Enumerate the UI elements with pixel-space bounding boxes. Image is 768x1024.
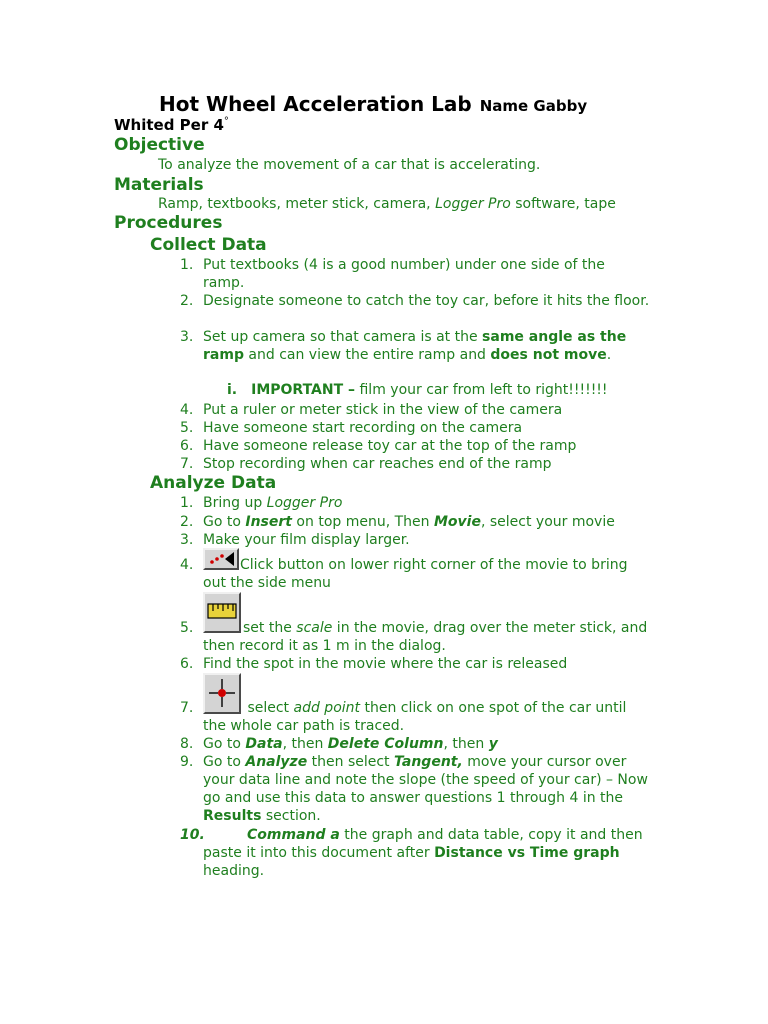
name-label: Name Gabby (479, 97, 588, 115)
list-item (180, 753, 650, 825)
materials-text-a: Ramp, textbooks, meter stick, camera, (158, 196, 436, 212)
list-text: Put textbooks (4 is a good number) under one side of the ramp. (203, 257, 605, 291)
important-text: film your car from left to right!!!!!!! (355, 382, 608, 398)
objective-text: To analyze the movement of a car that is accelerating. (158, 157, 541, 173)
list-number: 1. (180, 257, 194, 273)
list-number: 7. (180, 700, 194, 716)
list-item (180, 735, 650, 753)
name-cont-text: Whited Per 4 (114, 116, 224, 134)
page-title: Hot Wheel Acceleration Lab (159, 92, 472, 116)
materials-software: Logger Pro (435, 196, 511, 212)
list-text: Go to Analyze then select Tangent, move your cursor over your data line and note the slope (the speed of your car) – Now go and use this data to answer questions 1 through 4 in the Results section. (203, 754, 648, 824)
list-text: Find the spot in the movie where the car is released (203, 656, 568, 672)
list-number: 10. (180, 827, 205, 843)
list-item (180, 556, 650, 592)
list-text: select add point then click on one spot of the car until the whole car path is traced. (203, 700, 627, 734)
list-number: 6. (180, 438, 194, 454)
list-text: Have someone release toy car at the top of the ramp (203, 438, 577, 454)
list-number: 9. (180, 754, 194, 770)
list-item (180, 494, 650, 512)
list-item (180, 437, 650, 455)
name-continuation (114, 116, 229, 134)
list-item (180, 256, 650, 292)
sub-list-number: i. (227, 382, 238, 398)
list-number: 4. (180, 402, 194, 418)
list-number: 8. (180, 736, 194, 752)
list-text: Stop recording when car reaches end of the ramp (203, 456, 552, 472)
list-text: Go to Insert on top menu, Then Movie, select your movie (203, 514, 615, 530)
procedures-heading: Procedures (114, 213, 223, 233)
list-item (180, 531, 650, 549)
analyze-data-heading: Analyze Data (150, 473, 277, 493)
sub-list-item (227, 382, 608, 398)
objective-heading: Objective (114, 135, 205, 155)
list-text: Command a the graph and data table, copy it and then paste it into this document after Distance vs Time graph heading. (203, 827, 643, 879)
list-number: 6. (180, 656, 194, 672)
list-item (180, 455, 650, 473)
list-item (180, 826, 650, 880)
materials-text (158, 196, 616, 212)
list-number: 2. (180, 293, 194, 309)
list-number: 4. (180, 557, 194, 573)
list-text: Go to Data, then Delete Column, then y (203, 736, 498, 752)
list-text: Designate someone to catch the toy car, before it hits the floor. (203, 293, 650, 309)
title-line (159, 92, 587, 116)
list-text: Have someone start recording on the camera (203, 420, 523, 436)
degree-mark: ° (223, 116, 229, 127)
list-number: 2. (180, 514, 194, 530)
list-item (180, 699, 650, 735)
list-text: Click button on lower right corner of the movie to bring out the side menu (203, 557, 628, 591)
list-text: Set up camera so that camera is at the same angle as the ramp and can view the entire ramp and does not move. (203, 329, 627, 363)
list-number: 3. (180, 329, 194, 345)
list-number: 1. (180, 495, 194, 511)
list-number: 5. (180, 420, 194, 436)
materials-heading: Materials (114, 175, 204, 195)
list-item (180, 401, 650, 419)
list-text: Bring up Logger Pro (203, 495, 343, 511)
important-label: IMPORTANT – (251, 382, 356, 398)
list-text: Make your film display larger. (203, 532, 410, 548)
list-number: 7. (180, 456, 194, 472)
list-number: 3. (180, 532, 194, 548)
collect-data-heading: Collect Data (150, 235, 267, 255)
list-item (180, 292, 650, 310)
list-item (180, 655, 650, 673)
list-item (180, 513, 650, 531)
list-text: set the scale in the movie, drag over the meter stick, and then record it as 1 m in the dialog. (203, 620, 648, 654)
materials-text-c: software, tape (510, 196, 616, 212)
list-text: Put a ruler or meter stick in the view of the camera (203, 402, 563, 418)
list-item (180, 619, 650, 655)
list-item (180, 328, 650, 364)
list-number: 5. (180, 620, 194, 636)
list-item (180, 419, 650, 437)
